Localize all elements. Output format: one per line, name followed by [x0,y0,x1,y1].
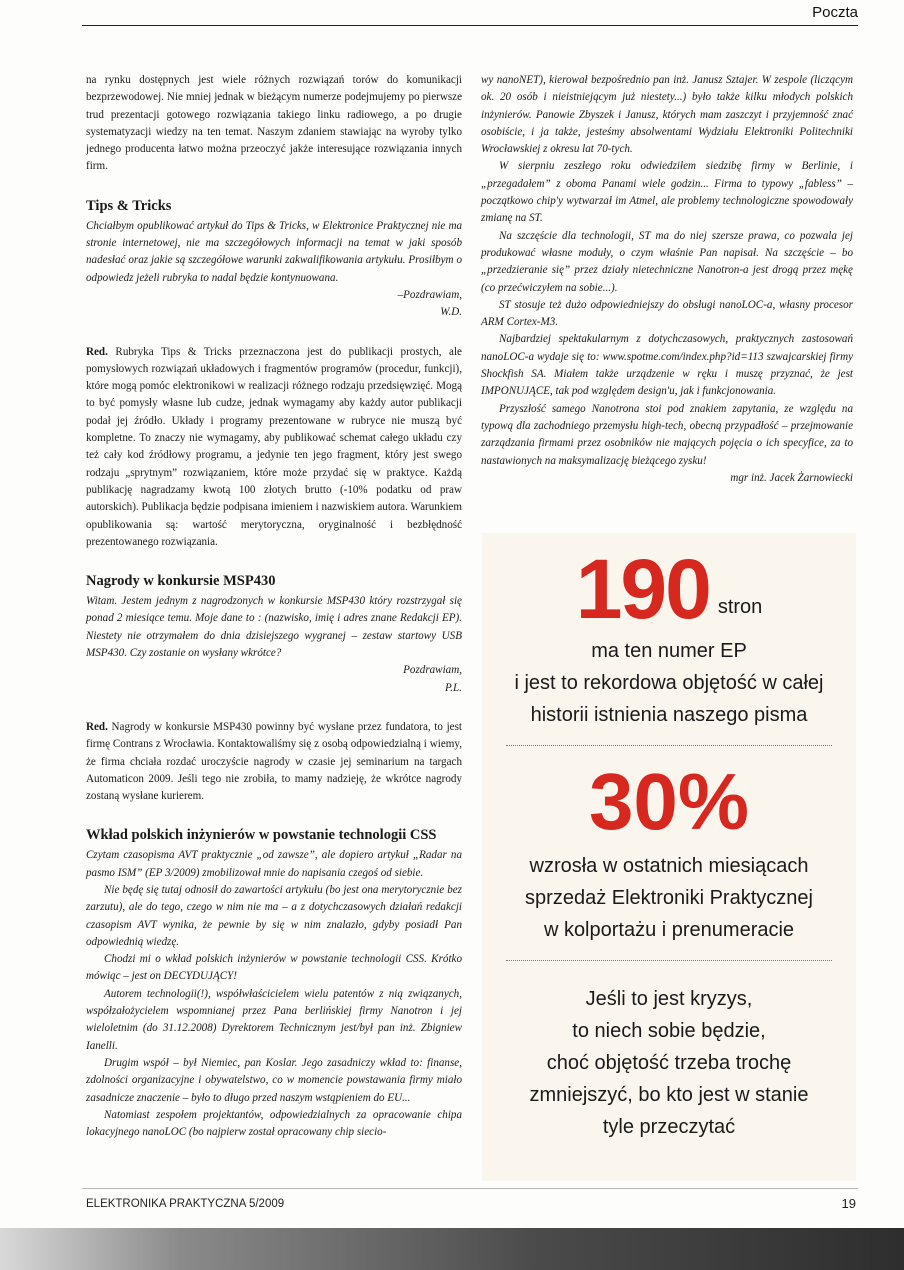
msp-letter: Witam. Jestem jednym z nagrodzonych w konkursie MSP430 który rozstrzygał się ponad 2 miesiące temu. Moje dane to : (nazwisko, imię i adres znane Redakcji EP). Niestety nie otrzymałem do dnia dzisiejszego wygranej – zestaw startowy USB MSP430. Czy zostanie on wysłany wkrótce? [86,595,462,660]
scan-edge [0,1228,904,1270]
promo-line: historii istnienia naszego pisma [530,704,808,726]
promo-line: sprzedaż Elektroniki Praktycznej [525,887,813,909]
promo-line: choć objętość trzeba trochę [546,1052,792,1074]
tips-greeting: –Pozdrawiam, [397,288,462,301]
left-column [86,72,462,1141]
css-paragraph: Natomiast zespołem projektantów, odpowiedzialnych za opracowanie chipa lokacyjnego nanoLOC (bo najpierw został opracowany chip siecio- [86,1108,462,1139]
promo-line: ma ten numer EP [591,640,747,662]
msp-reply-text: Nagrody w konkursie MSP430 powinny być wysłane przez fundatora, to jest firmę Contrans z Wrocławia. Kontaktowaliśmy się z osobą odpowiedzialną i wiemy, że firma chciała rozdać uroczyście nagrody w czasie jej seminarium na targach Automaticon 2009. Jeśli tego nie zrobiła, to mamy nadzieję, że wkrótce nagrody zostaną wysłane kurierem. [86,720,462,803]
promo-line: wzrosła w ostatnich miesiącach [529,855,809,877]
promo-line: tyle przeczytać [602,1116,736,1138]
right-column [481,72,853,487]
intro-paragraph: na rynku dostępnych jest wiele różnych rozwiązań torów do komunikacji bezprzewodowej. Nie mniej jednak w bieżącym numerze podejmujemy po pierwsze trud prezentacji gotowego rozwiązania takiego linku radiowego, a po drugie systematyzacji wiedzy na ten temat. Naszym zdaniem stawiając na wyroby tylko jednego producenta łatwo można przeoczyć jakże interesujące rozwiązania innych firm. [86,74,462,173]
tips-initials: W.D. [440,306,462,319]
footer-rule [82,1188,858,1189]
promo-line: i jest to rekordowa objętość w całej [514,672,824,694]
letter-paragraph: Najbardziej spektakularnym z dotychczasowych, praktycznych zastosowań nanoLOC-a wydaje się to: www.spotme.com/index.php?id=113 szwajcarskiej firmy Shockfish SA. Miałem także urządzenie w ręku i muszę przyznać, że jest IMPONUJĄCE, tak pod względem design'u, jak i funkcjonowania. [481,333,853,398]
css-paragraph: Drugim współ – był Niemiec, pan Koslar. Jego zasadniczy wkład to: finanse, zdolności organizacyjne i obywatelstwo, co w momencie powstawania firmy miało zasadnicze znaczenie – było to długo przed naszym wstąpieniem do EU... [86,1056,462,1104]
promo-number-30: 30% [588,757,750,846]
dotted-divider [506,960,832,961]
promo-unit: stron [717,596,763,618]
css-paragraph: Autorem technologii(!), współwłaścicielem wielu patentów z nią związanych, współzałożycielem wspomnianej przez Pana berlińskiej firmy Nanotron i jej wieloletnim (do 31.12.2008) Dyrektorem Technicznym jest/był pan inż. Zbigniew Ianelli. [86,987,462,1052]
promo-number-190: 190 [575,542,710,636]
promo-line: Jeśli to jest kryzys, [585,988,753,1010]
letter-paragraph: Na szczęście dla technologii, ST ma do niej szersze prawa, co pozwala jej produkować własne moduły, o czym właśnie Pan napisał. Na szczęście – bo „przedzieranie się” przez działy nietechniczne Nanotron-a jest drogą przez mękę (co przećwiczyłem na sobie...). [481,229,853,294]
tips-reply-text: Rubryka Tips & Tricks przeznaczona jest do publikacji prostych, ale pomysłowych rozwiązań układowych i fragmentów programów (procedur, funkcji), które mogą pomóc elektronikowi w realizacji różnego rodzaju przedsięwzięć. Mogą to być pomysły własne lub cudze, jednak wymagamy aby każdy autor publikacji podał jej źródło. Układy i programy prezentowane w rubryce nie muszą być kompletne. To znaczy nie wymagamy, aby publikować schemat całego układu czy też cały kod źródłowy programu, a jedynie ten jego fragment, który jest swego rodzaju „sprytnym” rozwiązaniem, które może przydać się w praktyce. Każdą publikację nagradzamy kwotą 100 złotych brutto (-10% podatku od praw autorskich). Publikacja będzie podpisana imieniem i nazwiskiem autora. Warunkiem opublikowania są: wartość merytoryczna, oryginalność i bezbłędność prezentowanego rozwiązania. [86,345,462,548]
letter-signature: mgr inż. Jacek Żarnowiecki [730,471,853,484]
css-paragraph: Chodzi mi o wkład polskich inżynierów w powstanie technologii CSS. Krótko mówiąc – jest on DECYDUJĄCY! [86,953,462,983]
footer-magazine: ELEKTRONIKA PRAKTYCZNA 5/2009 [86,1198,285,1210]
msp-reply [86,719,462,805]
promo-line: w kolportażu i prenumeracie [543,919,795,941]
css-paragraph: Nie będę się tutaj odnosił do zawartości artykułu (bo jest ona merytorycznie bez zarzutu), ale do tego, czego w nim nie ma – a z dotychczasowych działań redakcji czasopism AVT wynika, że pewnie by się w nim znalazło, gdyby posiadł Pan odpowiednią wiedzę. [86,883,462,948]
promo-line: to niech sobie będzie, [572,1020,766,1042]
section-label: Poczta [812,4,858,21]
promo-box [482,533,856,1181]
tips-letter: Chciałbym opublikować artykuł do Tips & Tricks, w Elektronice Praktycznej nie ma stronie internetowej, nie ma szczegółowych informacji na temat w jaki sposób nadesłać oraz jakie są szczegółowe warunki zakwalifikowania artykułu. Prosiłbym o odpowiedz jeżeli rubryka to nadal będzie kontynuowana. [86,219,462,284]
red-label: Red. [86,720,108,733]
dotted-divider [506,745,832,746]
css-heading: Wkład polskich inżynierów w powstanie technologii CSS [86,827,437,844]
msp-initials: P.L. [444,681,462,694]
letter-paragraph: ST stosuje też dużo odpowiedniejszy do obsługi nanoLOC-a, własny procesor ARM Cortex-M3. [481,298,853,329]
page-number: 19 [841,1196,856,1211]
letter-paragraph: Przyszłość samego Nanotrona stoi pod znakiem zapytania, ze względu na typową dla zachodniego przemysłu high-tech, obecną przypadłość – przejmowanie zarządzania firmami przez osobników nie mających pojęcia o ich specyfice, za to nastawionych na maksymalizację bieżącego zysku! [481,402,853,467]
letter-paragraph: wy nanoNET), kierował bezpośrednio pan inż. Janusz Sztajer. W zespole (liczącym ok. 20 osób i nieistniejącym już niestety...) było także kilku młodych polskich inżynierów. Panowie Zbyszek i Janusz, których mam zaszczyt i przyjemność znać osobiście, i ja także, jesteśmy absolwentami Wydziału Elektroniki Politechniki Wrocławskiej z okresu lat 70-tych. [481,74,853,156]
css-paragraph: Czytam czasopisma AVT praktycznie „od zawsze”, ale dopiero artykuł „Radar na pasmo ISM” (EP 3/2009) zmobilizował mnie do napisania czegoś od siebie. [86,849,462,879]
tips-heading: Tips & Tricks [86,197,172,214]
msp-greeting: Pozdrawiam, [403,664,462,677]
promo-line: zmniejszyć, bo kto jest w stanie [529,1084,809,1106]
red-label: Red. [86,345,108,358]
msp-heading: Nagrody w konkursie MSP430 [86,573,276,590]
header-rule [82,25,858,26]
tips-reply [86,344,462,552]
promo-190-row [482,542,856,636]
letter-paragraph: W sierpniu zeszłego roku odwiedziłem siedzibę firmy w Berlinie, i „przegadałem” z oboma Panami wiele godzin... Firma to typowy „fabless” – początkowo chip'y wytwarzał im Atmel, ale problemy technologiczne spowodowały zmianę na ST. [481,160,853,225]
